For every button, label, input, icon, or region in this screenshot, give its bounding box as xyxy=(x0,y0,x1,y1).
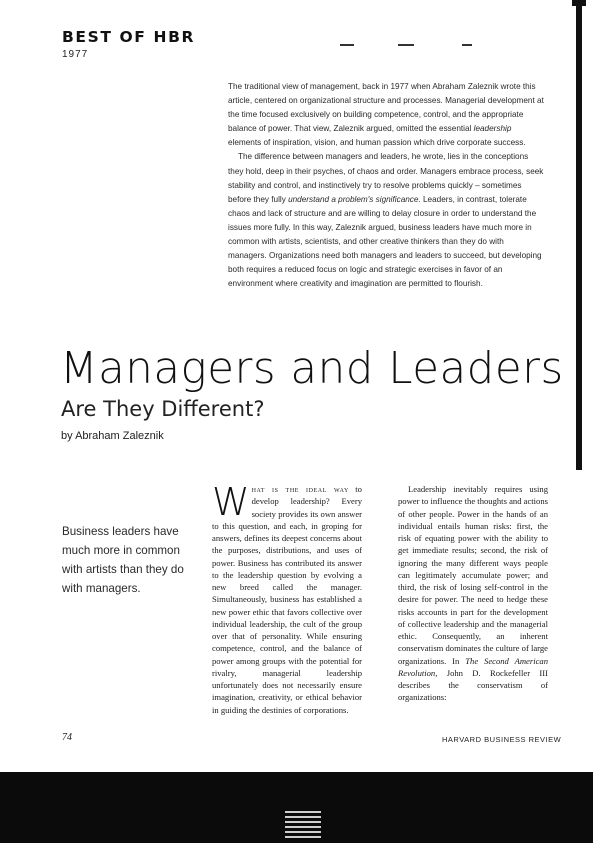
intro-paragraph-2: The difference between managers and leaders, he wrote, lies in the conceptions they hold, deep in their psyches, of chaos and order. Managers embrace process, seek stability and control, and instinctively try to resolve problems quickly – sometimes before they fully understand a problem's significance. Leaders, in contrast, tolerate chaos and lack of structure and are willing to delay closure in order to understand the issues more fully. In this way, Zaleznik argued, business leaders have much more in common with artists, scientists, and other creative thinkers than they do with managers. Organizations need both managers and leaders to succeed, but developing both requires a reduced focus on logic and strategic exercises in favor of an environment where creativity and imagination are permitted to flourish. xyxy=(228,152,544,289)
page-number: 74 xyxy=(62,732,72,743)
article-byline: by Abraham Zaleznik xyxy=(61,430,164,442)
body-paragraph: What is the ideal way to develop leadership? Every society provides its own answer to this question, and each, in groping for answers, defines its deepest concerns about the purposes, distributions, and uses of power. Business has contributed its answer to the leadership question by evolving a new breed called the manager. Simultaneously, business has established a new power ethic that favors collective over individual leadership, the cult of the group over that of personality. While ensuring competence, control, and the balance of power among groups with the potential for rivalry, managerial leadership unfortunately does not necessarily ensure imagination, creativity, or ethical behavior in guiding the destinies of corporations. xyxy=(212,480,362,715)
intro-paragraph-1: The traditional view of management, back in 1977 when Abraham Zaleznik wrote this article, centered on organizational structure and processes. Managerial development at the time focused exclusively on building competence, control, and the appropriate balance of power. That view, Zaleznik argued, omitted the essential leadership elements of inspiration, vision, and human passion which drive corporate success. xyxy=(228,82,544,148)
article-subtitle: Are They Different? xyxy=(61,397,265,421)
journal-name: HARVARD BUSINESS REVIEW xyxy=(442,735,562,744)
article-title: Managers and Leaders xyxy=(60,343,564,394)
body-column-2 xyxy=(398,483,548,704)
drop-cap: W xyxy=(212,480,250,524)
pull-quote: Business leaders have much more in common with artists than they do with managers. xyxy=(62,525,184,595)
section-label: BEST OF HBR xyxy=(62,28,196,46)
scan-mark xyxy=(398,44,414,46)
article-intro xyxy=(228,80,544,291)
body-column-1 xyxy=(212,480,362,716)
scan-mark xyxy=(340,44,354,46)
scan-mark xyxy=(462,44,472,46)
section-year: 1977 xyxy=(62,49,89,60)
lead-in: hat is the ideal way xyxy=(251,484,349,494)
scan-edge-tick xyxy=(572,0,586,6)
scan-smudge xyxy=(285,808,321,838)
body-paragraph: Leadership inevitably requires using power to influence the thoughts and actions of other people. Power in the hands of an individual entails human risks: first, the risk of equating power with the ability to get immediate results; second, the risk of ignoring the many different ways people can legitimately accumulate power; and third, the risk of losing self-control in the desire for power. The need to hedge these risks accounts in part for the development of collective leadership and the managerial ethic. Consequently, an inherent conservatism dominates the culture of large organizations. In The Second American Revolution, John D. Rockefeller III describes the conservatism of organizations: xyxy=(398,484,549,703)
scan-edge-shadow xyxy=(576,0,582,470)
